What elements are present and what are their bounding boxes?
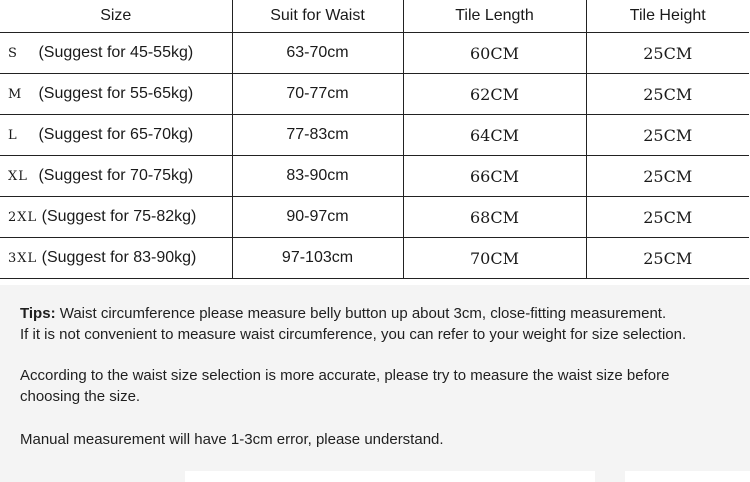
weight-suggestion: (Suggest for 65-70kg) <box>38 126 194 143</box>
size-code: M <box>8 87 23 102</box>
waist-cell: 77-83cm <box>232 115 403 156</box>
weight-suggestion: (Suggest for 45-55kg) <box>38 44 194 61</box>
waist-cell: 97-103cm <box>232 238 403 279</box>
size-cell <box>0 238 232 279</box>
header-suit-for-waist: Suit for Waist <box>232 0 403 33</box>
height-cell: 25CM <box>586 197 749 238</box>
length-cell: 62CM <box>403 74 586 115</box>
table-header-row <box>0 0 749 33</box>
tips-line-1: Waist circumference please measure belly button up about 3cm, close-fitting measurement. <box>55 305 667 322</box>
height-cell: 25CM <box>586 33 749 74</box>
header-size: Size <box>0 0 232 33</box>
length-cell: 66CM <box>403 156 586 197</box>
table-row <box>0 33 749 74</box>
waist-cell: 83-90cm <box>232 156 403 197</box>
weight-suggestion: (Suggest for 83-90kg) <box>41 249 197 266</box>
size-code: S <box>8 46 18 61</box>
table-row <box>0 238 749 279</box>
weight-suggestion: (Suggest for 55-65kg) <box>38 85 194 102</box>
error-note: Manual measurement will have 1-3cm error, please understand. <box>20 431 444 448</box>
length-cell: 68CM <box>403 197 586 238</box>
waist-cell: 90-97cm <box>232 197 403 238</box>
size-code: 3XL <box>8 251 38 266</box>
header-tile-height: Tile Height <box>586 0 749 33</box>
tips-label: Tips: <box>20 305 56 322</box>
accuracy-note: According to the waist size selection is more accurate, please try to measure the waist size before choosing the size. <box>20 367 670 405</box>
length-cell: 64CM <box>403 115 586 156</box>
waist-cell: 63-70cm <box>232 33 403 74</box>
tips-panel <box>0 285 750 482</box>
length-cell: 70CM <box>403 238 586 279</box>
bottom-divider <box>185 471 595 482</box>
waist-cell: 70-77cm <box>232 74 403 115</box>
table-row <box>0 115 749 156</box>
tips-line-2: If it is not convenient to measure waist circumference, you can refer to your weight for size selection. <box>20 326 687 343</box>
weight-suggestion: (Suggest for 70-75kg) <box>38 167 194 184</box>
size-code: XL <box>8 169 28 184</box>
header-tile-length: Tile Length <box>403 0 586 33</box>
table-row <box>0 156 749 197</box>
size-code: L <box>8 128 18 143</box>
size-code: 2XL <box>8 210 38 225</box>
length-cell: 60CM <box>403 33 586 74</box>
size-cell <box>0 115 232 156</box>
size-cell <box>0 156 232 197</box>
bottom-divider <box>625 471 750 482</box>
size-cell <box>0 197 232 238</box>
weight-suggestion: (Suggest for 75-82kg) <box>41 208 197 225</box>
tips-paragraph <box>20 303 686 345</box>
height-cell: 25CM <box>586 115 749 156</box>
table-row <box>0 74 749 115</box>
height-cell: 25CM <box>586 74 749 115</box>
table-row <box>0 197 749 238</box>
height-cell: 25CM <box>586 156 749 197</box>
height-cell: 25CM <box>586 238 749 279</box>
size-cell <box>0 74 232 115</box>
size-cell <box>0 33 232 74</box>
